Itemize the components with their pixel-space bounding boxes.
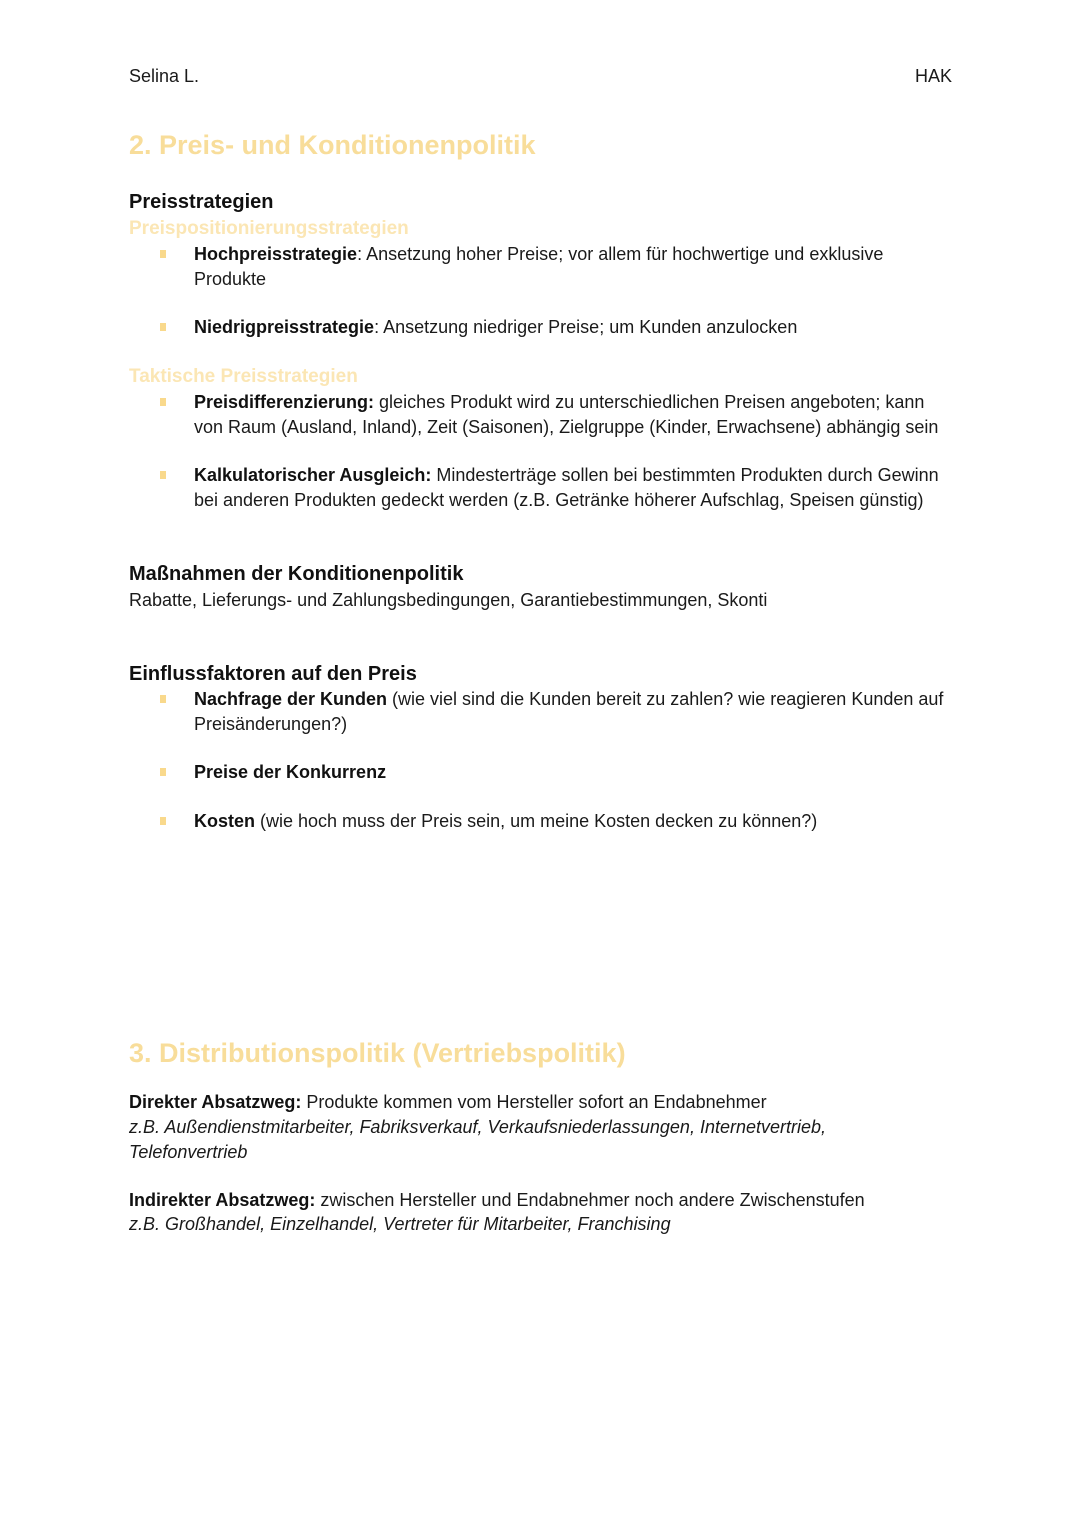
- list-item-description: : Ansetzung hoher Preise; vor allem für hochwertige und exklusive Produkte: [194, 244, 884, 289]
- bullet-icon: [160, 323, 166, 331]
- list-item-term: Kosten: [194, 811, 256, 831]
- list-item-description: (wie viel sind die Kunden bereit zu zahlen? wie reagieren Kunden auf Preisänderungen?): [194, 689, 944, 734]
- bullet-icon: [160, 471, 166, 479]
- indirect-channel-term: Indirekter Absatzweg:: [129, 1190, 316, 1210]
- header-school: HAK: [914, 66, 952, 86]
- list-item-text: [194, 390, 954, 439]
- list-item-term: Nachfrage der Kunden: [194, 689, 388, 709]
- list-item-term: Kalkulatorischer Ausgleich:: [194, 465, 432, 485]
- bullet-icon: [160, 768, 166, 776]
- bullet-icon: [160, 695, 166, 703]
- indirect-channel-example: z.B. Großhandel, Einzelhandel, Vertreter für Mitarbeiter, Franchising: [129, 1214, 671, 1234]
- list-item-description: : Ansetzung niedriger Preise; um Kunden anzulocken: [374, 317, 798, 337]
- preisstrategien-heading: Preisstrategien: [129, 191, 274, 213]
- list-item-term: Hochpreisstrategie: [194, 244, 358, 264]
- bullet-icon: [160, 398, 166, 406]
- list-item-text: [194, 315, 954, 340]
- list-item-text: [194, 242, 954, 291]
- bullet-icon: [160, 817, 166, 825]
- tactical-heading: Taktische Preisstrategien: [129, 366, 358, 387]
- konditionen-text: Rabatte, Lieferungs- und Zahlungsbedingungen, Garantiebestimmungen, Skonti: [129, 590, 768, 610]
- list-item-text: [194, 463, 954, 512]
- direct-channel-example: z.B. Außendienstmitarbeiter, Fabriksverkauf, Verkaufsniederlassungen, Internetvertrieb, Telefonvertrieb: [129, 1117, 827, 1162]
- list-item-description: (wie hoch muss der Preis sein, um meine Kosten decken zu können?): [255, 811, 818, 831]
- list-item-term: Niedrigpreisstrategie: [194, 317, 375, 337]
- bullet-icon: [160, 250, 166, 258]
- list-item-term: Preisdifferenzierung:: [194, 392, 375, 412]
- section-2-title: 2. Preis- und Konditionenpolitik: [129, 130, 536, 160]
- konditionen-heading: Maßnahmen der Konditionenpolitik: [129, 563, 464, 585]
- positioning-heading: Preispositionierungsstrategien: [129, 218, 409, 239]
- direct-channel-term: Direkter Absatzweg:: [129, 1092, 302, 1112]
- indirect-channel-text: zwischen Hersteller und Endabnehmer noch andere Zwischenstufen: [315, 1190, 865, 1210]
- list-item-text: [194, 687, 954, 736]
- list-item-text: [194, 760, 954, 785]
- list-item-description: Mindesterträge sollen bei bestimmten Produkten durch Gewinn bei anderen Produkten gedeckt werden (z.B. Getränke höherer Aufschlag, Speisen günstig): [194, 465, 939, 510]
- list-item-description: gleiches Produkt wird zu unterschiedlichen Preisen angeboten; kann von Raum (Ausland, Inland), Zeit (Saisonen), Zielgruppe (Kinder, Erwachsene) abhängig sein: [194, 392, 939, 437]
- list-item-text: [194, 809, 954, 834]
- direct-channel-paragraph: [129, 1090, 949, 1115]
- direct-channel-text: Produkte kommen vom Hersteller sofort an Endabnehmer: [301, 1092, 767, 1112]
- section-3-title: 3. Distributionspolitik (Vertriebspolitik): [129, 1038, 626, 1068]
- indirect-channel-paragraph: [129, 1188, 949, 1213]
- einfluss-heading: Einflussfaktoren auf den Preis: [129, 663, 417, 685]
- header-author: Selina L.: [129, 66, 200, 86]
- list-item-term: Preise der Konkurrenz: [194, 762, 387, 782]
